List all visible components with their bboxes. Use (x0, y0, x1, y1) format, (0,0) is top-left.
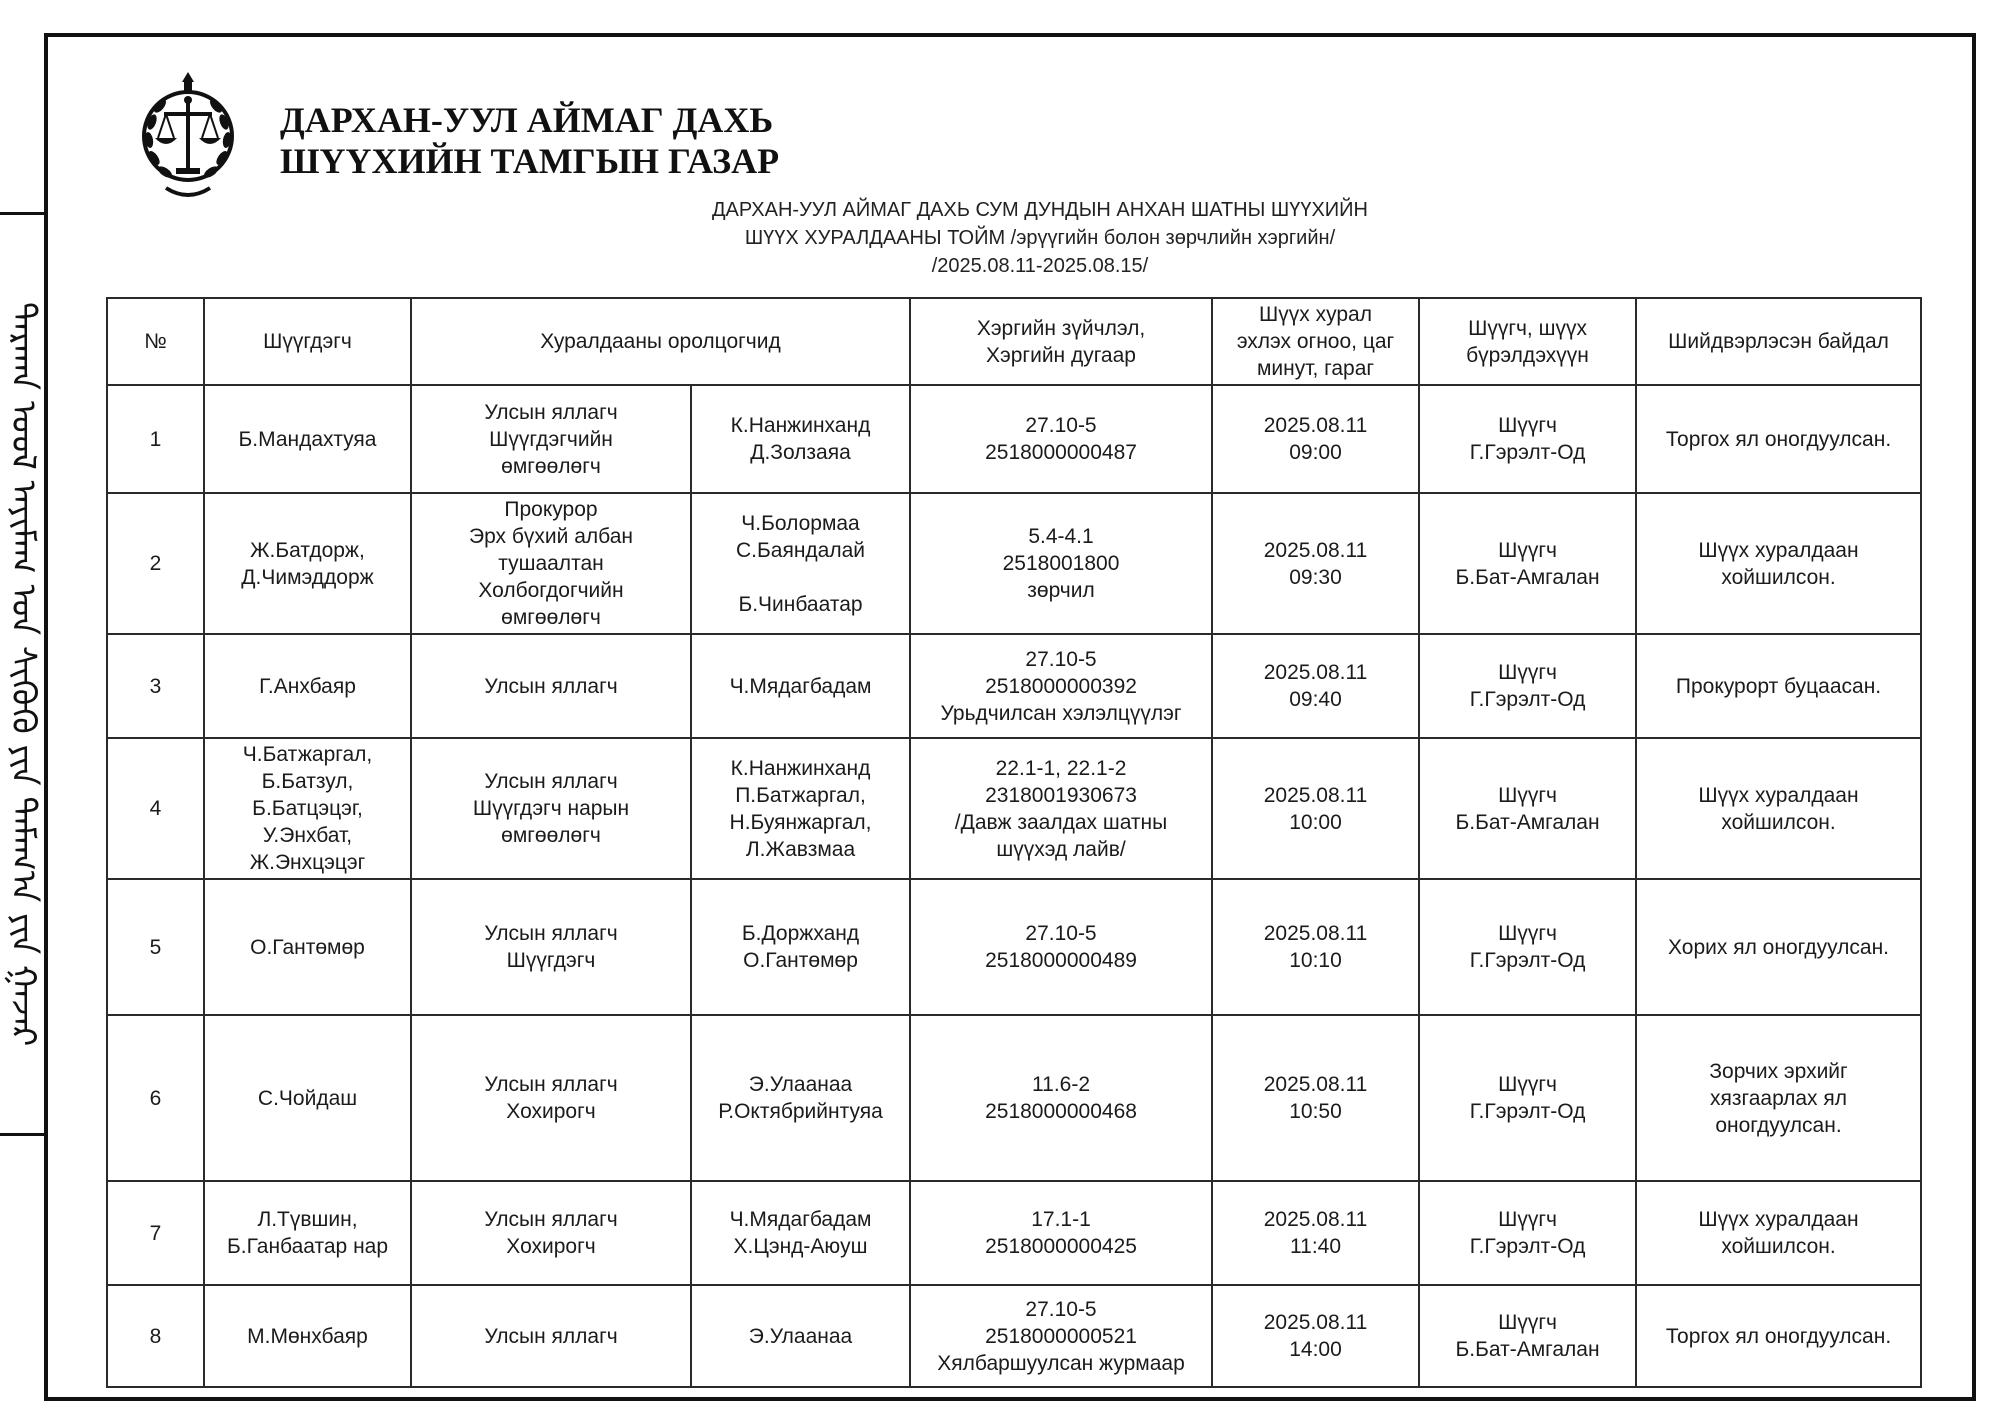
organization-name (280, 100, 779, 182)
row-roles: Улсын яллагч Шүүгдэгчийн өмгөөлөгч (411, 385, 691, 493)
row-case: 5.4-4.1 2518001800 зөрчил (910, 493, 1212, 634)
title-line-2: ШҮҮХ ХУРАЛДААНЫ ТОЙМ /эрүүгийн болон зөрчлийн хэргийн/ (744, 227, 1336, 249)
organization-line-1: ДАРХАН-УУЛ АЙМАГ ДАХЬ (280, 100, 774, 140)
row-decision: Хорих ял оногдуулсан. (1636, 879, 1921, 1015)
row-roles: Улсын яллагч (411, 1285, 691, 1387)
row-num: 1 (107, 385, 204, 493)
row-num: 5 (107, 879, 204, 1015)
row-names: Э.Улаанаа Р.Октябрийнтуяа (691, 1015, 910, 1181)
table-row (107, 634, 1921, 738)
row-datetime: 2025.08.11 14:00 (1212, 1285, 1419, 1387)
row-defendant: О.Гантөмөр (204, 879, 411, 1015)
header-case: Хэргийн зүйчлэл, Хэргийн дугаар (910, 298, 1212, 385)
row-datetime: 2025.08.11 10:50 (1212, 1015, 1419, 1181)
court-emblem-icon (136, 70, 240, 202)
row-datetime: 2025.08.11 10:00 (1212, 738, 1419, 879)
side-divider-bottom (0, 1133, 44, 1136)
header-decision: Шийдвэрлэсэн байдал (1636, 298, 1921, 385)
header-judge: Шүүгч, шүүх бүрэлдэхүүн (1419, 298, 1636, 385)
row-case: 27.10-5 2518000000487 (910, 385, 1212, 493)
header-participants: Хуралдааны оролцогчид (411, 298, 910, 385)
row-roles: Улсын яллагч Шүүгдэгч нарын өмгөөлөгч (411, 738, 691, 879)
row-num: 4 (107, 738, 204, 879)
row-names: Б.Доржханд О.Гантөмөр (691, 879, 910, 1015)
header-datetime: Шүүх хурал эхлэх огноо, цаг минут, гараг (1212, 298, 1419, 385)
table-row (107, 738, 1921, 879)
row-datetime: 2025.08.11 09:30 (1212, 493, 1419, 634)
row-roles: Прокурор Эрх бүхий албан тушаалтан Холбогдогчийн өмгөөлөгч (411, 493, 691, 634)
side-text: ᠳᠠᠷᠬᠠᠨ ᠤᠤᠯ ᠠᠶᠢᠮᠠᠭ ᠤᠨ ᠱᠢᠭᠦᠬᠦ ᠶᠢᠨ ᠲᠠᠮᠠᠭ᠎ᠠ ᠶᠢᠨ ᠭᠠᠵᠠᠷ (3, 301, 43, 1047)
header-num: № (107, 298, 204, 385)
row-num: 3 (107, 634, 204, 738)
table-header-row (107, 298, 1921, 385)
title-line-1: ДАРХАН-УУЛ АЙМАГ ДАХЬ СУМ ДУНДЫН АНХАН ШАТНЫ ШҮҮХИЙН (711, 199, 1368, 221)
row-judge: Шүүгч Б.Бат-Амгалан (1419, 1285, 1636, 1387)
row-defendant: С.Чойдаш (204, 1015, 411, 1181)
row-decision: Шүүх хуралдаан хойшилсон. (1636, 493, 1921, 634)
table-row (107, 1285, 1921, 1387)
row-datetime: 2025.08.11 09:40 (1212, 634, 1419, 738)
row-num: 8 (107, 1285, 204, 1387)
row-num: 2 (107, 493, 204, 634)
row-num: 6 (107, 1015, 204, 1181)
row-case: 22.1-1, 22.1-2 2318001930673 /Давж заалдах шатны шүүхэд лайв/ (910, 738, 1212, 879)
row-case: 27.10-5 2518000000392 Урьдчилсан хэлэлцүүлэг (910, 634, 1212, 738)
row-decision: Шүүх хуралдаан хойшилсон. (1636, 738, 1921, 879)
row-datetime: 2025.08.11 09:00 (1212, 385, 1419, 493)
row-defendant: Л.Түвшин, Б.Ганбаатар нар (204, 1181, 411, 1285)
row-defendant: Ж.Батдорж, Д.Чимэддорж (204, 493, 411, 634)
row-judge: Шүүгч Б.Бат-Амгалан (1419, 493, 1636, 634)
table-row (107, 879, 1921, 1015)
row-defendant: М.Мөнхбаяр (204, 1285, 411, 1387)
row-defendant: Ч.Батжаргал, Б.Батзул, Б.Батцэцэг, У.Энхбат, Ж.Энхцэцэг (204, 738, 411, 879)
table-row (107, 493, 1921, 634)
header-defendant: Шүүгдэгч (204, 298, 411, 385)
row-decision: Зорчих эрхийг хязгаарлах ял оногдуулсан. (1636, 1015, 1921, 1181)
row-judge: Шүүгч Г.Гэрэлт-Од (1419, 634, 1636, 738)
row-decision: Прокурорт буцаасан. (1636, 634, 1921, 738)
row-datetime: 2025.08.11 10:10 (1212, 879, 1419, 1015)
row-decision: Шүүх хуралдаан хойшилсон. (1636, 1181, 1921, 1285)
row-case: 27.10-5 2518000000489 (910, 879, 1212, 1015)
row-case: 27.10-5 2518000000521 Хялбаршуулсан журмаар (910, 1285, 1212, 1387)
row-names: Ч.Мядагбадам Х.Цэнд-Аюуш (691, 1181, 910, 1285)
table-row (107, 1015, 1921, 1181)
table-row (107, 385, 1921, 493)
organization-line-2: ШҮҮХИЙН ТАМГЫН ГАЗАР (280, 141, 780, 181)
hearing-schedule-table (106, 297, 1922, 1388)
row-names: Ч.Болормаа С.Баяндалай Б.Чинбаатар (691, 493, 910, 634)
row-judge: Шүүгч Г.Гэрэлт-Од (1419, 879, 1636, 1015)
row-roles: Улсын яллагч Хохирогч (411, 1181, 691, 1285)
row-defendant: Б.Мандахтуяа (204, 385, 411, 493)
row-decision: Торгох ял оногдуулсан. (1636, 1285, 1921, 1387)
row-roles: Улсын яллагч Хохирогч (411, 1015, 691, 1181)
row-case: 11.6-2 2518000000468 (910, 1015, 1212, 1181)
row-defendant: Г.Анхбаяр (204, 634, 411, 738)
table-row (107, 1181, 1921, 1285)
row-judge: Шүүгч Г.Гэрэлт-Од (1419, 1181, 1636, 1285)
mongolian-script-side-text (2, 215, 44, 1133)
row-roles: Улсын яллагч (411, 634, 691, 738)
row-judge: Шүүгч Г.Гэрэлт-Од (1419, 1015, 1636, 1181)
row-judge: Шүүгч Г.Гэрэлт-Од (1419, 385, 1636, 493)
row-case: 17.1-1 2518000000425 (910, 1181, 1212, 1285)
row-names: К.Нанжинханд Д.Золзаяа (691, 385, 910, 493)
title-line-3: /2025.08.11-2025.08.15/ (931, 255, 1149, 277)
row-names: Ч.Мядагбадам (691, 634, 910, 738)
row-datetime: 2025.08.11 11:40 (1212, 1181, 1419, 1285)
row-num: 7 (107, 1181, 204, 1285)
row-names: К.Нанжинханд П.Батжаргал, Н.Буянжаргал, Л.Жавзмаа (691, 738, 910, 879)
row-roles: Улсын яллагч Шүүгдэгч (411, 879, 691, 1015)
row-decision: Торгох ял оногдуулсан. (1636, 385, 1921, 493)
row-names: Э.Улаанаа (691, 1285, 910, 1387)
row-judge: Шүүгч Б.Бат-Амгалан (1419, 738, 1636, 879)
document-title (560, 196, 1520, 280)
